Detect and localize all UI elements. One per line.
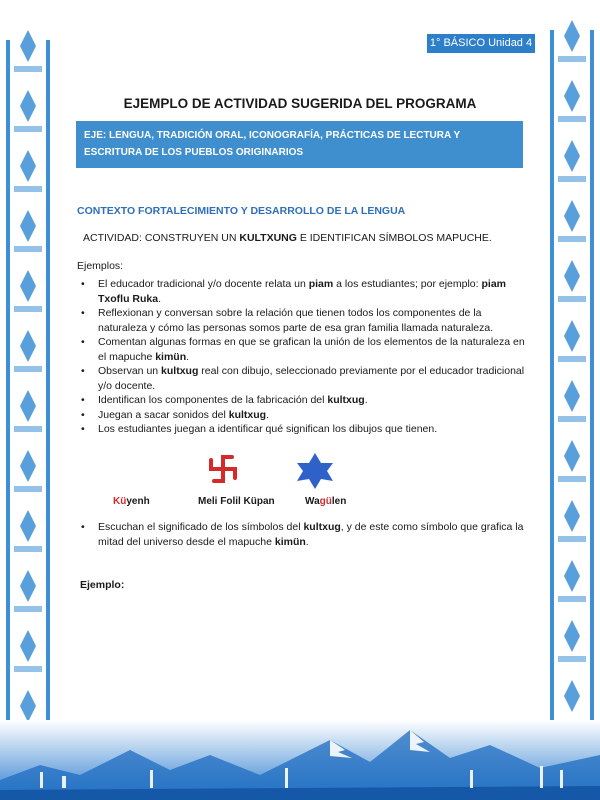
- meli-folil-cross-icon: [211, 457, 235, 481]
- star-icon: [297, 453, 333, 489]
- list-item: • Identifican los componentes de la fabricación del kultxug.: [77, 393, 527, 408]
- list-item: • Comentan algunas formas en que se grafican la unión de los elementos de la naturaleza en el mapuche kimün.: [77, 335, 527, 364]
- grade-unit-badge: 1° BÁSICO Unidad 4: [427, 34, 535, 53]
- list-item: • Los estudiantes juegan a identificar qué significan los dibujos que tienen.: [77, 422, 527, 437]
- ejemplo-heading: Ejemplo:: [80, 579, 125, 591]
- decorative-border-left: [0, 0, 60, 800]
- list-item: • Juegan a sacar sonidos del kultxug.: [77, 408, 527, 423]
- activity-list-continued: [77, 520, 527, 549]
- eje-banner: EJE: LENGUA, TRADICIÓN ORAL, ICONOGRAFÍA, PRÁCTICAS DE LECTURA Y ESCRITURA DE LOS PUEBLOS ORIGINARIOS: [76, 121, 523, 168]
- list-item: • Escuchan el significado de los símbolos del kultxug, y de este como símbolo que grafica la mitad del universo desde el mapuche kimün.: [77, 520, 527, 549]
- list-item: • El educador tradicional y/o docente relata un piam a los estudiantes; por ejemplo: piam Txoflu Ruka.: [77, 277, 527, 306]
- symbol-label-kuyenh: Küyenh: [113, 496, 150, 507]
- decorative-landscape-band: [0, 720, 600, 800]
- context-heading: CONTEXTO FORTALECIMIENTO Y DESARROLLO DE LA LENGUA: [77, 205, 406, 217]
- activity-line: ACTIVIDAD: CONSTRUYEN UN KULTXUNG E IDENTIFICAN SÍMBOLOS MAPUCHE.: [83, 232, 492, 244]
- moon-icon: [119, 453, 135, 485]
- symbol-label-wagulen: Wagülen: [305, 496, 347, 507]
- ejemplos-label: Ejemplos:: [77, 260, 124, 272]
- activity-list: [77, 277, 527, 437]
- list-item: • Observan un kultxug real con dibujo, seleccionado previamente por el educador tradicional y/o docente.: [77, 364, 527, 393]
- page-title: EJEMPLO DE ACTIVIDAD SUGERIDA DEL PROGRAMA: [123, 96, 477, 111]
- symbol-label-meli-folil-kupan: Meli Folil Küpan: [198, 496, 275, 507]
- list-item: • Reflexionan y conversan sobre la relación que tienen todos los componentes de la naturaleza y cómo las personas somos parte de esa gran familia llamada naturaleza.: [77, 306, 527, 335]
- decorative-border-right: [540, 0, 600, 800]
